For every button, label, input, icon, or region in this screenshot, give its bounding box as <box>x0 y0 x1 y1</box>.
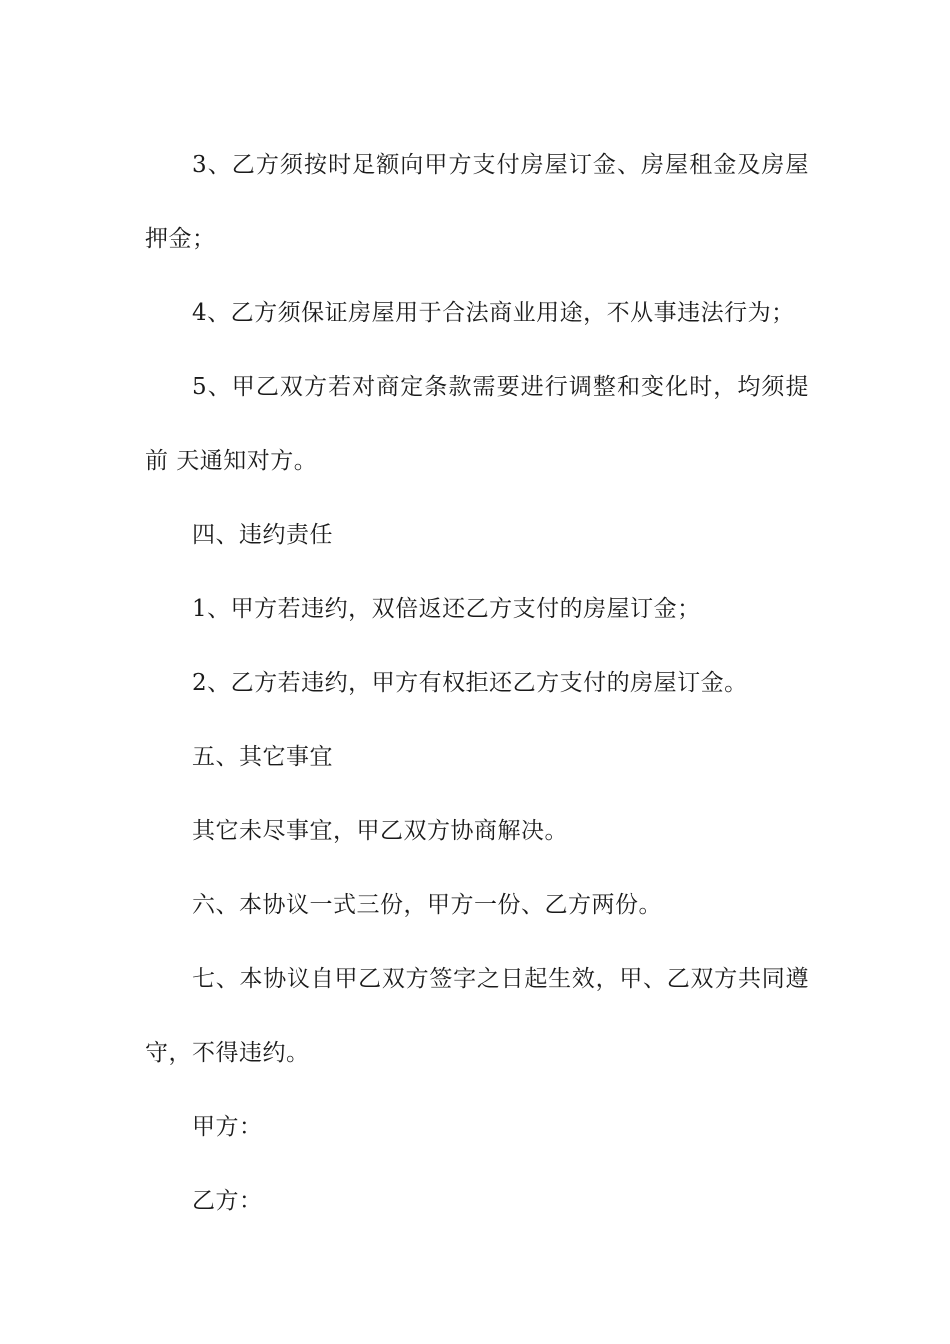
clause-effective-date: 七、本协议自甲乙双方签字之日起生效，甲、乙双方共同遵守，不得违约。 <box>145 966 809 1066</box>
document-body <box>145 128 809 1238</box>
clause-lawful-use: 4、乙方须保证房屋用于合法商业用途，不从事违法行为； <box>192 300 795 326</box>
signature-party-b: 乙方： <box>192 1188 263 1214</box>
signature-party-a: 甲方： <box>192 1114 263 1140</box>
clause-negotiation: 其它未尽事宜，甲乙双方协商解决。 <box>192 818 568 844</box>
clause-payment-obligation: 3、乙方须按时足额向甲方支付房屋订金、房屋租金及房屋押金； <box>145 152 809 252</box>
section-heading-breach-liability: 四、违约责任 <box>192 522 333 548</box>
clause-party-b-breach: 2、乙方若违约，甲方有权拒还乙方支付的房屋订金。 <box>192 670 748 696</box>
clause-copies: 六、本协议一式三份，甲方一份、乙方两份。 <box>192 892 662 918</box>
clause-advance-notice: 5、甲乙双方若对商定条款需要进行调整和变化时，均须提前 天通知对方。 <box>145 374 809 474</box>
clause-party-a-breach: 1、甲方若违约，双倍返还乙方支付的房屋订金； <box>192 596 701 622</box>
section-heading-other-matters: 五、其它事宜 <box>192 744 333 770</box>
